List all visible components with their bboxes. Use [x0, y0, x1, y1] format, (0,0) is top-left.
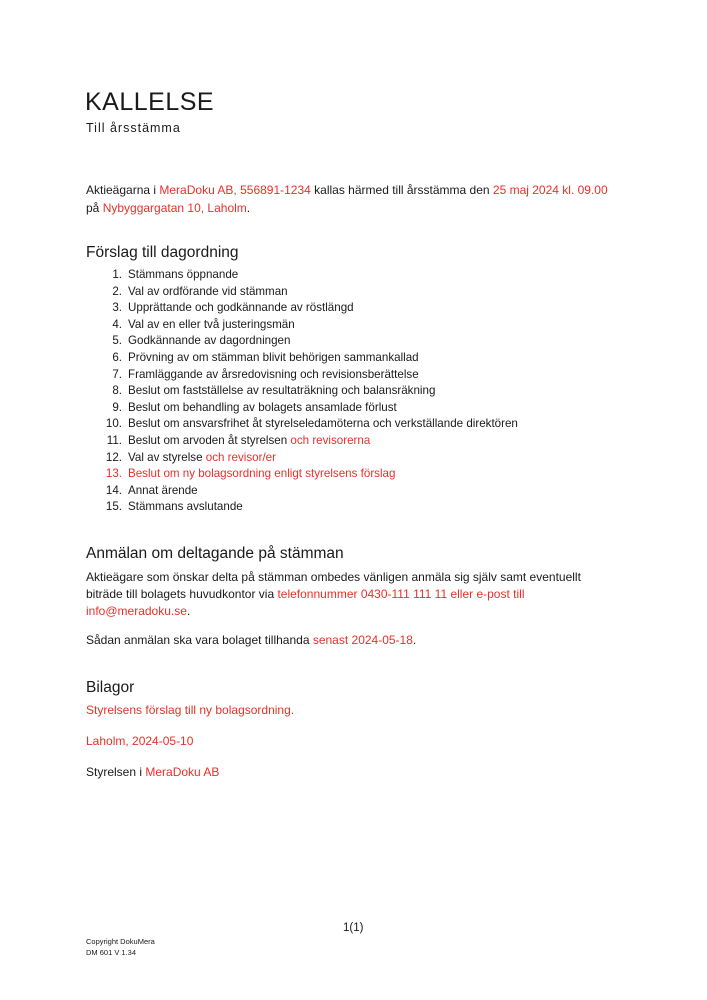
agenda-item-number: 13. [105, 467, 122, 481]
meeting-datetime: 25 maj 2024 kl. 09.00 [492, 183, 608, 197]
page-number: 1(1) [343, 922, 364, 934]
agenda-item-number: 3. [112, 301, 122, 315]
agenda-item-text: Val av en eller två justeringsmän [128, 317, 295, 331]
agenda-item [86, 466, 518, 483]
agenda-item-number: 15. [105, 500, 122, 514]
agenda-heading: Förslag till dagordning [86, 244, 239, 261]
intro-text-2: kallas härmed till årsstämma den [310, 183, 493, 197]
agenda-item-text: Val av styrelse [128, 450, 206, 464]
intro-text-3: på [86, 201, 103, 215]
agenda-item-text: Upprättande och godkännande av röstlängd [128, 301, 354, 315]
agenda-list [86, 267, 518, 516]
registration-text: Aktieägare som önskar delta på stämman ombedes vänligen anmäla sig själv samt eventuellt biträde till bolagets huvudkontor via [86, 570, 581, 601]
signature [86, 764, 606, 781]
agenda-item-number: 1. [112, 268, 122, 281]
document-title: KALLELSE [85, 88, 215, 116]
registration-text-end: . [186, 604, 191, 618]
agenda-item-text: Beslut om behandling av bolagets ansamlade förlust [128, 400, 397, 414]
attachment-item: Styrelsens förslag till ny bolagsordning. [86, 703, 295, 717]
footer-version: DM 601 V 1.34 [86, 948, 137, 957]
intro-paragraph [86, 181, 646, 217]
agenda-item [86, 284, 518, 301]
intro-text-1: Aktieägarna i [86, 183, 160, 197]
agenda-item [86, 383, 518, 400]
signature-prefix: Styrelsen i [86, 765, 146, 779]
registration-contact: telefonnummer 0430-111 111 11 eller e-post till info@meradoku.se [86, 587, 525, 618]
agenda-item [86, 350, 518, 367]
agenda-item-text: Annat ärende [128, 483, 198, 497]
agenda-item [86, 367, 518, 384]
agenda-item-number: 8. [112, 384, 122, 398]
agenda-item-number: 2. [112, 284, 122, 298]
registration-deadline: senast 2024-05-18 [312, 633, 413, 647]
agenda-item-number: 9. [112, 400, 122, 414]
agenda-item-number: 7. [112, 367, 122, 381]
agenda-item-change: Beslut om ny bolagsordning enligt styrelsens förslag [128, 467, 396, 481]
agenda-item-number: 6. [112, 350, 122, 364]
agenda-item-text: Godkännande av dagordningen [128, 334, 291, 348]
agenda-item-text: Prövning av om stämman blivit behörigen sammankallad [128, 350, 419, 364]
agenda-item-text: Val av ordförande vid stämman [128, 284, 288, 298]
registration-deadline-paragraph [86, 632, 606, 649]
agenda-item-change: och revisor/er [205, 450, 276, 464]
agenda-item [86, 416, 518, 433]
agenda-item-number: 14. [105, 483, 122, 497]
agenda-item-change: och revisorerna [290, 433, 371, 447]
intro-text-4: . [246, 201, 251, 215]
registration-paragraph [86, 569, 606, 620]
agenda-item-text: Stämmans öppnande [128, 268, 239, 281]
agenda-item-number: 12. [105, 450, 122, 464]
attachments-heading: Bilagor [86, 679, 135, 696]
company-name: MeraDoku AB, 556891-1234 [159, 183, 311, 197]
meeting-address: Nybyggargatan 10, Laholm [102, 201, 247, 215]
document-subtitle: Till årsstämma [86, 121, 181, 135]
footer-copyright: Copyright DokuMera [86, 937, 155, 946]
signature-company: MeraDoku AB [145, 765, 220, 779]
agenda-item [86, 267, 518, 284]
agenda-item-number: 5. [112, 334, 122, 348]
agenda-item [86, 499, 518, 516]
agenda-item-text: Stämmans avslutande [128, 500, 243, 514]
agenda-item-text: Beslut om fastställelse av resultaträkning och balansräkning [128, 384, 436, 398]
agenda-item [86, 400, 518, 417]
agenda-item [86, 433, 518, 450]
agenda-item-number: 10. [105, 417, 122, 431]
agenda-item [86, 333, 518, 350]
deadline-text-end: . [412, 633, 417, 647]
agenda-item-number: 4. [112, 317, 122, 331]
agenda-item-number: 11. [106, 433, 122, 447]
deadline-text: Sådan anmälan ska vara bolaget tillhanda [86, 633, 313, 647]
agenda-item [86, 483, 518, 500]
agenda-item [86, 300, 518, 317]
agenda-item-text: Beslut om arvoden åt styrelsen [128, 433, 291, 447]
place-and-date: Laholm, 2024-05-10 [86, 734, 194, 748]
agenda-item-text: Framläggande av årsredovisning och revisionsberättelse [128, 367, 419, 381]
agenda-item-text: Beslut om ansvarsfrihet åt styrelseledamöterna och verkställande direktören [128, 417, 518, 431]
agenda-item [86, 450, 518, 467]
registration-heading: Anmälan om deltagande på stämman [86, 545, 344, 562]
agenda-item [86, 317, 518, 334]
